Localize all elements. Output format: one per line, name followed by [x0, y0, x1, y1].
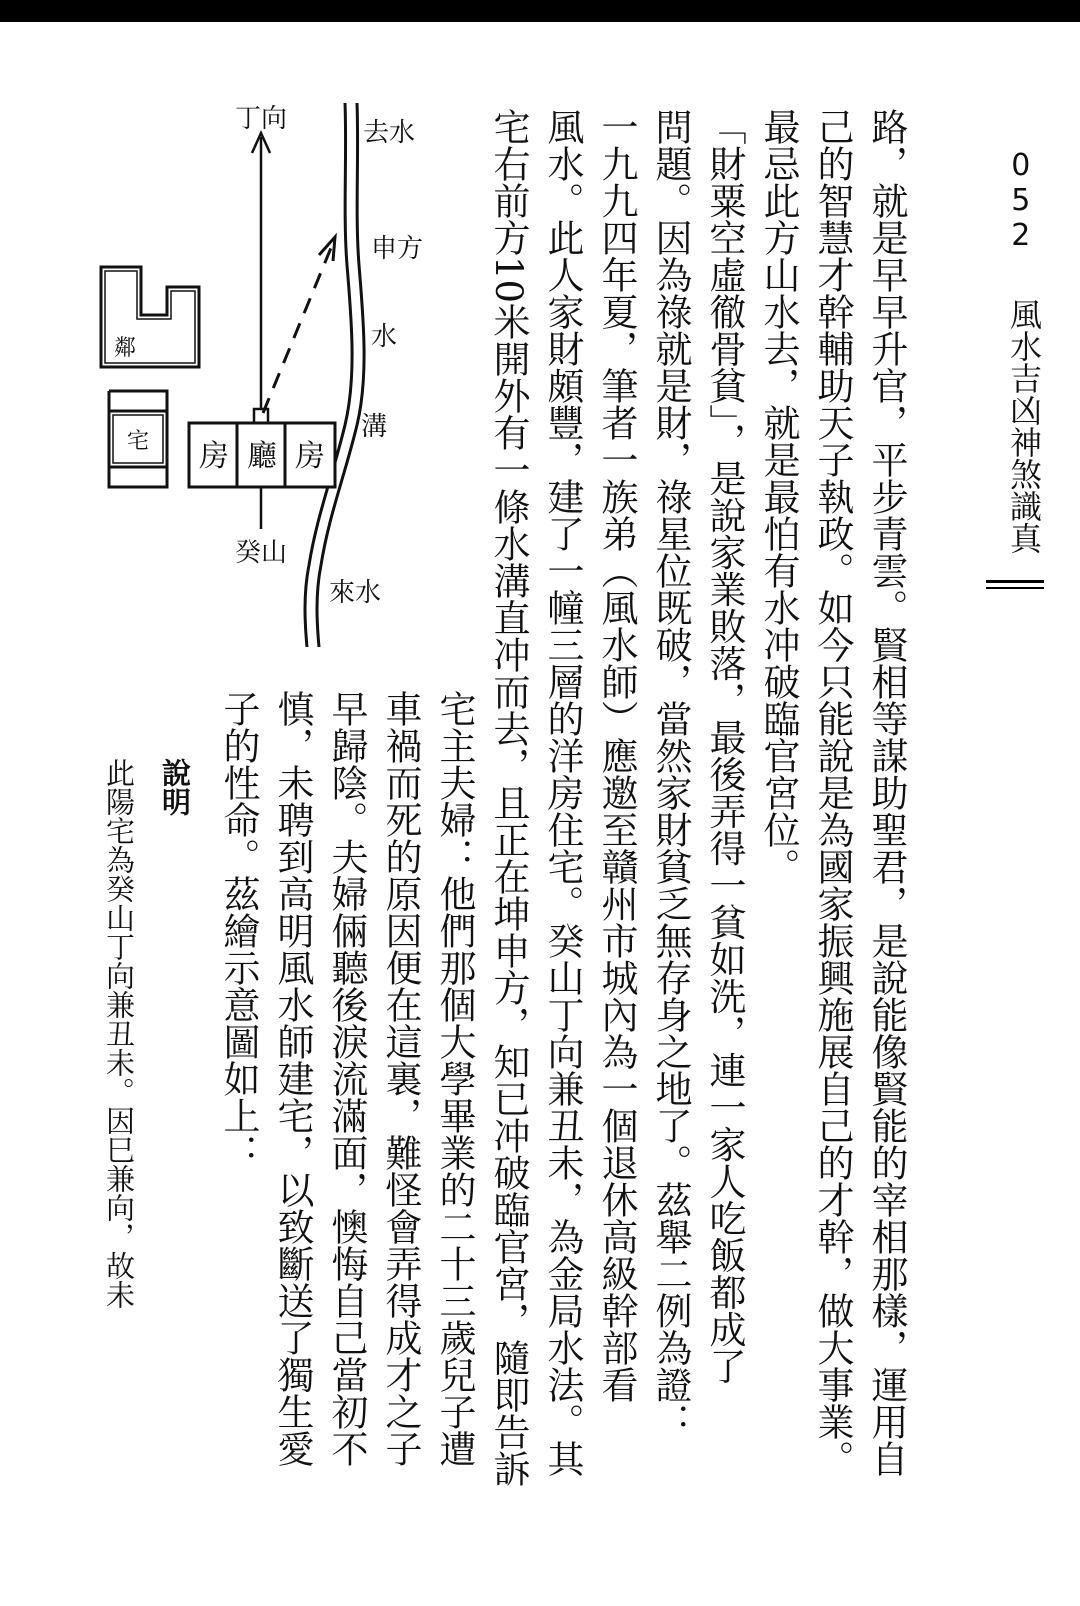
river-line-left [305, 103, 352, 647]
water-in-label: 來水 [329, 578, 382, 608]
ditch-water-label: 水 [371, 322, 398, 352]
explanation-heading: 說明 [158, 758, 192, 816]
body-column-4: 「財粟空虛徹骨貧」，是說家業敗落，最後弄得一貧如洗，連一家人吃飯都成了 [703, 108, 746, 1385]
body-column-8: 宅右前方10米開外有一條水溝直冲而去，且正在坤申方，知已冲破臨官宮，隨即告訴 [487, 108, 530, 1488]
header-rule-thin [986, 587, 1044, 589]
direction-top-label: 丁向 [234, 104, 288, 134]
shenfang-label: 申方 [371, 234, 424, 264]
running-header: 風水吉凶神煞識真 [1005, 298, 1043, 554]
body-column-1: 路，就是早早升官，平步青雲。賢相等謀助聖君，是說能像賢能的宰相那樣，運用自 [865, 108, 908, 1477]
header-rule-thick [986, 580, 1044, 583]
ditch-label: 溝 [361, 412, 388, 442]
neighbor-label: 鄰 [113, 336, 137, 361]
house-label: 宅 [126, 429, 150, 454]
feng-shui-diagram [95, 95, 460, 655]
dashed-line [263, 243, 333, 413]
short-column-2: 車禍而死的原因便在這裏，難怪會弄得成才之子 [379, 690, 422, 1467]
page-number [1000, 148, 1040, 253]
body-column-6: 一九九四年夏，筆者一族弟（風水師）應邀至贛州市城內為一個退休高級幹部看 [595, 108, 638, 1403]
page-number-text: 052 [1003, 148, 1039, 253]
short-column-4: 慎，未聘到高明風水師建宅，以致斷送了獨生愛 [271, 690, 314, 1467]
top-black-bar [0, 0, 1080, 22]
body-column-2: 己的智慧才幹輔助天子執政。如今只能說是為國家振興施展自己的才幹，做大事業。 [811, 108, 854, 1477]
short-column-3: 早歸陰。夫婦倆聽後淚流滿面，懊悔自己當初不 [325, 690, 368, 1467]
hall-label: 廳 [247, 439, 277, 474]
explanation-text: 此陽宅為癸山丁向兼丑未。因巳兼向，故未 [102, 758, 136, 1309]
short-column-5: 子的性命。茲繪示意圖如上： [217, 690, 260, 1171]
mountain-bottom-label: 癸山 [234, 538, 288, 568]
body-column-5: 問題。因為祿就是財，祿星位既破，當然家財貧乏無存身之地了。茲舉二例為證： [649, 108, 692, 1440]
body-column-7: 風水。此人家財頗豐，建了一幢三層的洋房住宅。癸山丁向兼丑未，為金局水法。其 [541, 108, 584, 1477]
left-room-label: 房 [199, 439, 229, 474]
hall-door [254, 409, 268, 423]
body-column-3: 最忌此方山水去，就是最怕有水冲破臨官宮位。 [757, 108, 800, 885]
short-column-1: 宅主夫婦：他們那個大學畢業的二十三歲兒子遭 [433, 690, 476, 1467]
water-out-label: 去水 [363, 118, 416, 148]
right-room-label: 房 [295, 439, 325, 474]
river-line-right [317, 103, 364, 647]
